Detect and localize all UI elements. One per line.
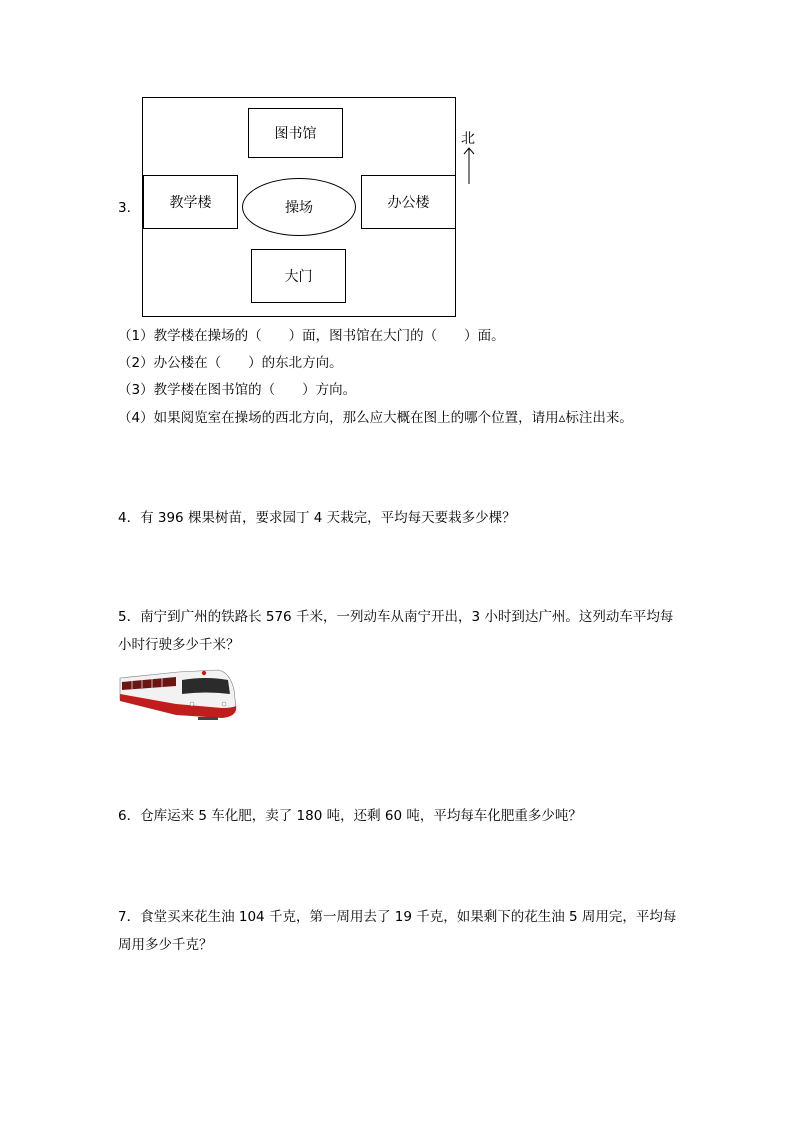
train-image — [118, 664, 238, 722]
library-box: 图书馆 — [248, 108, 343, 158]
playground-ellipse: 操场 — [242, 178, 356, 236]
question-3-number: 3. — [118, 200, 131, 216]
teaching-building-box: 教学楼 — [143, 175, 238, 229]
question-3-sub-4: （4）如果阅览室在操场的西北方向，那么应大概在图上的哪个位置，请用▵标注出来。 — [118, 410, 633, 426]
north-arrow-icon — [462, 146, 476, 186]
north-label: 北 — [461, 131, 475, 147]
question-4: 4．有 396 棵果树苗，要求园丁 4 天栽完，平均每天要栽多少棵？ — [118, 510, 516, 526]
question-7: 7．食堂买来花生油 104 千克，第一周用去了 19 千克，如果剩下的花生油 5 周用完，平均每周用多少千克？ — [118, 909, 677, 953]
gate-box: 大门 — [251, 249, 346, 303]
question-5: 5．南宁到广州的铁路长 576 千米，一列动车从南宁开出，3 小时到达广州。这列动车平均每小时行驶多少千米？ — [118, 609, 674, 653]
question-3-sub-1: （1）教学楼在操场的（ ）面，图书馆在大门的（ ）面。 — [118, 328, 505, 344]
office-building-box: 办公楼 — [361, 175, 456, 229]
campus-map — [142, 97, 456, 317]
question-6: 6．仓库运来 5 车化肥，卖了 180 吨，还剩 60 吨，平均每车化肥重多少吨？ — [118, 808, 582, 824]
question-3-sub-3: （3）教学楼在图书馆的（ ）方向。 — [118, 382, 357, 398]
question-3-sub-2: （2）办公楼在（ ）的东北方向。 — [118, 355, 343, 371]
